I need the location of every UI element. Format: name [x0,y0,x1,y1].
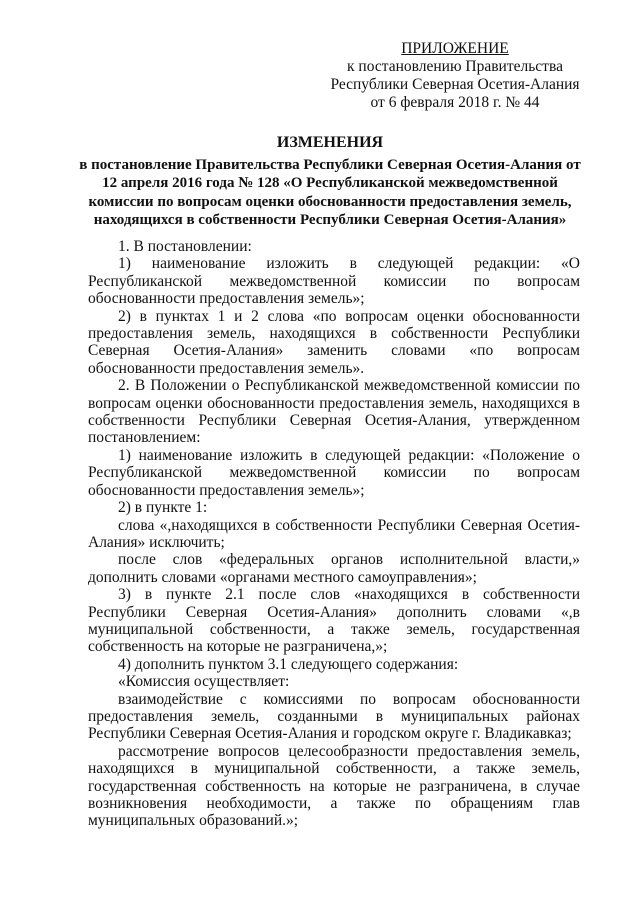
heading-title: ИЗМЕНЕНИЯ [276,134,384,151]
paragraph: 1) наименование изложить в следующей редакции: «Положение о Республиканской межведомственной комиссии по вопросам обоснованности предоставления земель»; [88,446,580,499]
paragraph: «Комиссия осуществляет: [118,673,290,691]
appendix-line: от 6 февраля 2018 г. № 44 [370,94,540,111]
paragraph: 1) наименование изложить в следующей редакции: «О Республиканской межведомственной комиссии по вопросам обоснованности предоставления земель»; [88,255,580,308]
paragraph: рассмотрение вопросов целесообразности предоставления земель, находящихся в муниципальной собственности, а также земель, государственная собственность на которые не разграничена, в случае возникновения необходимости, а также по обращениям глав муниципальных образований.»; [88,742,580,830]
document-heading [70,134,590,230]
appendix-line: Республики Северная Осетия-Алания [330,76,580,93]
document-body [88,238,580,830]
paragraph: 3) в пункте 2.1 после слов «находящихся в собственности Республики Северная Осетия-Алания» дополнить словами «,в муниципальной собственности, а также земель, государственная собственность на которые не разграничена,»; [88,586,580,656]
heading-subtitle: в постановление Правительства Республики Северная Осетия-Алания от 12 апреля 2016 года № 128 «О Республиканской межведомственной комиссии по вопросам оценки обоснованности предоставления земель, находящихся в собственности Республики Северная Осетия-Алания» [79,156,581,228]
appendix-block [320,40,590,112]
paragraph: 4) дополнить пунктом 3.1 следующего содержания: [118,655,459,673]
paragraph: 2. В Положении о Республиканской межведомственной комиссии по вопросам оценки обоснованности предоставления земель, находящихся в собственности Республики Северная Осетия-Алания, утвержденном постановлением: [88,377,580,447]
appendix-line: к постановлению Правительства [347,58,563,75]
paragraph: 1. В постановлении: [118,238,252,255]
appendix-title: ПРИЛОЖЕНИЕ [401,40,509,57]
paragraph: 2) в пунктах 1 и 2 слова «по вопросам оценки обоснованности предоставления земель, находящихся в собственности Республики Северная Осетия-Алания» заменить словами «по вопросам обоснованности предоставления земель». [88,307,580,377]
paragraph: после слов «федеральных органов исполнительной власти,» дополнить словами «органами местного самоуправления»; [88,551,580,586]
paragraph: слова «,находящихся в собственности Республики Северная Осетия-Алания» исключить; [88,516,580,551]
paragraph: 2) в пункте 1: [118,499,208,517]
paragraph: взаимодействие с комиссиями по вопросам обоснованности предоставления земель, созданными в муниципальных районах Республики Северная Осетия-Алания и городском округе г. Владикавказ; [88,690,580,743]
